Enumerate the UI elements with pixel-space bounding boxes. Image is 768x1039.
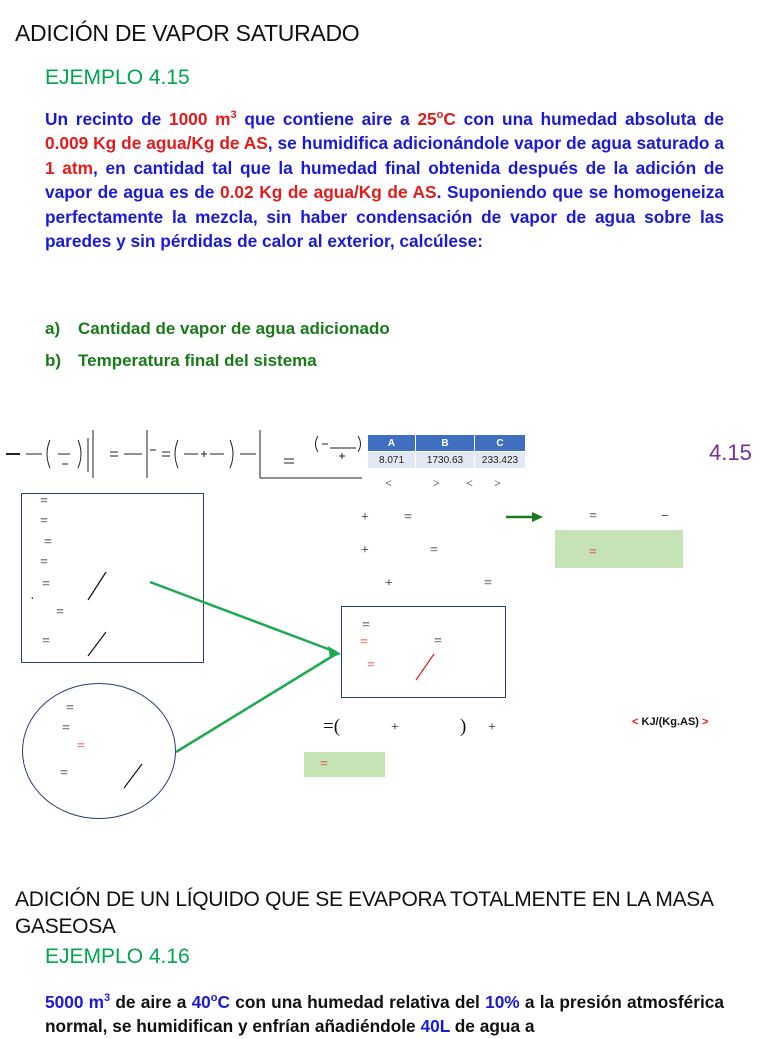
text-run: 1000 m [169, 109, 231, 129]
plus-sign: + [391, 720, 399, 735]
equals-sign: = [484, 576, 492, 591]
arrow-head [328, 646, 341, 658]
text-run: que contiene aire a [236, 109, 418, 129]
result-highlight-box [555, 530, 683, 568]
list-item [45, 351, 317, 371]
equals-sign: = [56, 605, 64, 620]
plus-sign: + [361, 543, 369, 558]
list-item-label: b) [45, 351, 62, 370]
text-run: 40L [420, 1016, 450, 1037]
list-item [45, 319, 390, 339]
equals-sign-red: = [367, 658, 375, 673]
equals-sign: = [589, 509, 597, 524]
enthalpy-result-box [304, 752, 385, 777]
example-title: EJEMPLO 4.16 [45, 945, 190, 968]
text-run: 3 [104, 992, 111, 1005]
text-run: con una humedad relativa del [230, 992, 486, 1012]
plus-sign: + [361, 510, 369, 525]
text-run: a la presión atmosférica normal, se humidifican y enfrían añadiéndole [45, 992, 724, 1037]
bracket-glyph: > [494, 476, 501, 490]
equals-sign: = [60, 766, 68, 781]
minus-sign: − [661, 509, 669, 524]
equals-sign: = [430, 543, 438, 558]
text-run: 0.02 Kg de agua/Kg de AS [219, 182, 437, 203]
bracket-glyph: > [433, 476, 440, 490]
text-run: 40 [191, 992, 211, 1012]
equals-sign: = [40, 555, 48, 570]
equals-sign-red: = [320, 757, 328, 772]
table-cell-c: 233.423 [475, 452, 526, 469]
table-cell-b: 1730.63 [416, 452, 475, 469]
text-run: 1 atm [45, 157, 94, 178]
equals-sign: = [362, 618, 370, 633]
equals-sign: = [434, 634, 442, 649]
close-paren: ) [460, 716, 467, 737]
table-header-c: C [475, 435, 526, 452]
text-run: C [443, 109, 456, 129]
bracket-glyph: < [466, 476, 473, 490]
text-run: 0.009 Kg de agua/Kg de AS [45, 133, 268, 154]
text-run: 25 [417, 109, 437, 129]
bracket-glyph: < [385, 476, 392, 490]
section-title: ADICIÓN DE VAPOR SATURADO [15, 20, 360, 46]
text-run: C [217, 992, 231, 1012]
list-item-text: Temperatura final del sistema [78, 351, 317, 370]
text-run: , en cantidad tal que la humedad final obtenida después de la adición de vapor de agua es de [45, 157, 724, 203]
text-run: Un recinto de [45, 109, 169, 129]
table-header-b: B [416, 435, 475, 452]
text-run: o [436, 109, 444, 122]
antoine-constants-table [367, 434, 526, 469]
equals-sign: = [40, 494, 48, 509]
text-run: de agua a [449, 1016, 535, 1037]
problem-statement [45, 990, 724, 1039]
arrow-head [532, 512, 543, 522]
plus-sign: + [488, 720, 496, 735]
equals-sign: = [42, 634, 50, 649]
equals-sign: = [44, 535, 52, 550]
equals-sign: = [42, 577, 50, 592]
text-run: 5000 m [45, 992, 105, 1012]
plus-sign: + [385, 576, 393, 591]
mixing-arrow-bottom [176, 654, 336, 752]
steam-circle [22, 683, 176, 819]
enthalpy-equals: =( [323, 716, 341, 737]
text-run: de aire a [110, 992, 192, 1012]
equals-sign-red: = [589, 545, 597, 560]
dot-glyph: · [30, 592, 35, 607]
equals-sign-red: = [360, 635, 368, 650]
text-run: . Suponiendo que se homogeneiza perfectamente la mezcla, sin haber condensación de vapor de agua sobre las paredes y sin pérdidas de calor al exterior, calcúlese: [45, 182, 724, 252]
problem-statement [45, 107, 724, 253]
equals-sign-red: = [77, 739, 85, 754]
equals-sign: = [40, 514, 48, 529]
equals-sign: = [404, 510, 412, 525]
list-item-label: a) [45, 319, 61, 338]
text-run: con una humedad absoluta de [455, 109, 724, 129]
antoine-equation-graphic [0, 428, 370, 480]
units-label: < KJ/(Kg.AS) > [632, 716, 709, 728]
equals-sign: = [66, 701, 74, 716]
equals-sign: = [62, 721, 70, 736]
table-header-a: A [368, 435, 416, 452]
text-run: 10% [485, 992, 520, 1012]
text-run: , se humidifica adicionándole vapor de agua saturado a [267, 133, 724, 154]
example-title: EJEMPLO 4.15 [45, 66, 190, 89]
table-cell-a: 8.071 [368, 452, 416, 469]
section-title: ADICIÓN DE UN LÍQUIDO QUE SE EVAPORA TOTALMENTE EN LA MASA GASEOSA [15, 888, 713, 938]
text-run: o [210, 992, 218, 1005]
list-item-text: Cantidad de vapor de agua adicionado [78, 319, 390, 338]
slide-number: 4.15 [709, 440, 752, 465]
text-run: 3 [230, 109, 237, 122]
